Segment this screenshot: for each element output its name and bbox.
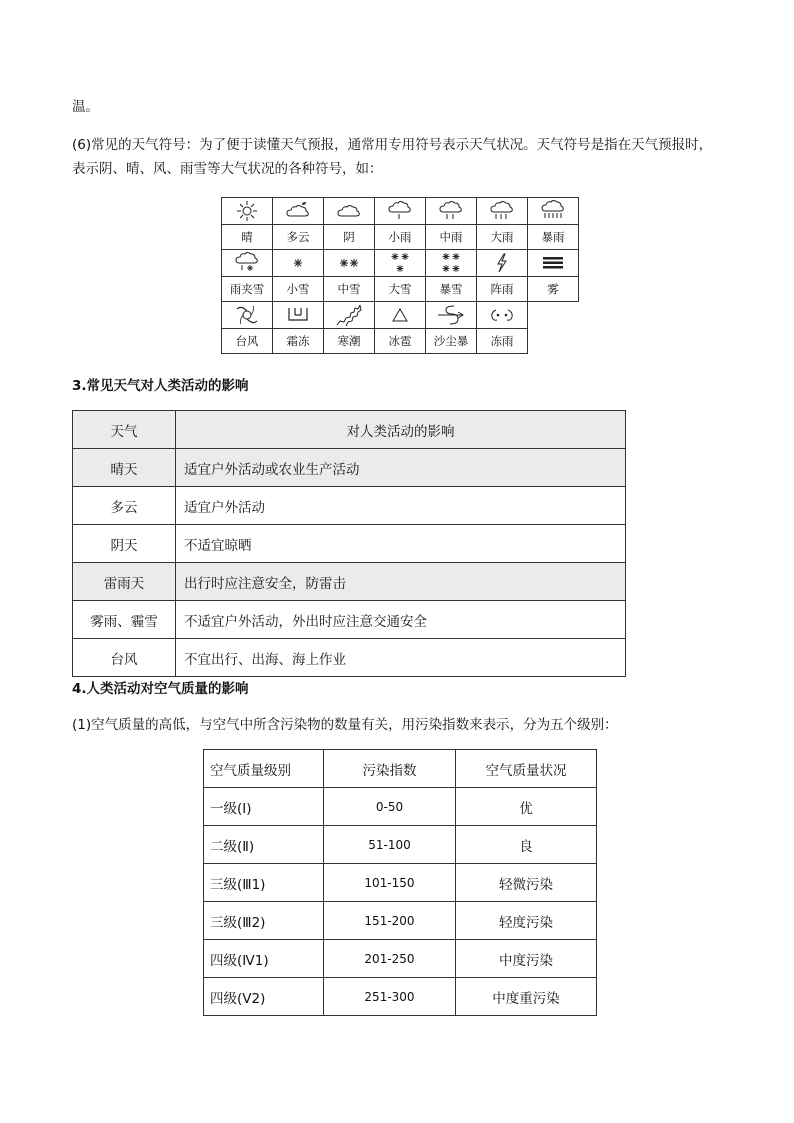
symbol-name: 冻雨 [477,329,528,354]
empty-cell [528,302,579,329]
symbol-cell [222,302,273,329]
status-cell: 轻度污染 [456,902,597,940]
heavy-rain-icon [489,200,515,222]
grade-cell: 三级(Ⅲ2) [204,902,324,940]
status-cell: 轻微污染 [456,864,597,902]
symbol-cell [528,250,579,277]
partly-cloudy-icon [285,201,311,221]
status-cell: 优 [456,788,597,826]
impact-cell: 适宜户外活动 [176,487,626,525]
symbol-name: 台风 [222,329,273,354]
index-cell: 101-150 [324,864,456,902]
column-header: 空气质量级别 [204,750,324,788]
table-row [204,788,597,826]
symbol-name: 沙尘暴 [426,329,477,354]
symbol-name: 中雪 [324,277,375,302]
table-row [204,940,597,978]
symbol-cell [324,302,375,329]
weather-cell: 雷雨天 [73,563,176,601]
symbol-name: 大雪 [375,277,426,302]
symbol-cell [477,250,528,277]
symbol-name: 寒潮 [324,329,375,354]
weather-cell: 阴天 [73,525,176,563]
cloud-icon [336,202,362,220]
heavy-snow-icon [388,251,412,275]
table-row [73,639,626,677]
symbol-cell [273,302,324,329]
symbol-cell [426,302,477,329]
table-row [73,563,626,601]
symbol-name: 小雪 [273,277,324,302]
symbol-cell [477,198,528,225]
column-header: 天气 [73,411,176,449]
grade-cell: 四级(V2) [204,978,324,1016]
symbol-name: 大雨 [477,225,528,250]
index-cell: 0-50 [324,788,456,826]
symbol-name: 阵雨 [477,277,528,302]
frost-icon [286,305,310,325]
blizzard-icon [439,251,463,275]
symbol-name: 霜冻 [273,329,324,354]
status-cell: 中度重污染 [456,978,597,1016]
freezing-rain-icon [488,306,516,324]
column-header: 对人类活动的影响 [176,411,626,449]
moderate-snow-icon [337,255,361,271]
status-cell: 良 [456,826,597,864]
fog-icon [540,255,566,271]
shower-icon [492,252,512,274]
symbol-name: 多云 [273,225,324,250]
symbol-name: 雨夹雪 [222,277,273,302]
symbol-name: 中雨 [426,225,477,250]
empty-cell [528,329,579,354]
moderate-rain-icon [438,200,464,222]
symbol-cell [375,302,426,329]
symbol-cell [273,198,324,225]
symbol-cell [222,250,273,277]
symbol-cell [222,198,273,225]
typhoon-icon [235,303,259,327]
paragraph-air-quality: (1)空气质量的高低，与空气中所含污染物的数量有关，用污染指数来表示，分为五个级别： [72,717,618,733]
grade-cell: 三级(Ⅲ1) [204,864,324,902]
table-header-row [204,750,597,788]
symbol-name-row [222,225,579,250]
index-cell: 151-200 [324,902,456,940]
column-header: 污染指数 [324,750,456,788]
symbol-cell [477,302,528,329]
symbol-name: 暴雪 [426,277,477,302]
symbol-name: 雾 [528,277,579,302]
weather-cell: 台风 [73,639,176,677]
symbol-cell [324,250,375,277]
weather-symbol-table [221,197,579,354]
symbol-name: 阴 [324,225,375,250]
symbol-cell [528,198,579,225]
symbol-icon-row [222,302,579,329]
grade-cell: 一级(I) [204,788,324,826]
grade-cell: 二级(Ⅱ) [204,826,324,864]
status-cell: 中度污染 [456,940,597,978]
weather-cell: 雾雨、霾雪 [73,601,176,639]
paragraph-weather-symbols-line1: (6)常见的天气符号：为了便于读懂天气预报，通常用专用符号表示天气状况。天气符号是指在天气预报时， [72,137,713,153]
table-row [73,601,626,639]
weather-cell: 多云 [73,487,176,525]
hail-icon [391,307,409,323]
symbol-cell [273,250,324,277]
table-row [73,449,626,487]
impact-cell: 不适宜晾晒 [176,525,626,563]
symbol-name: 暴雨 [528,225,579,250]
table-row [204,978,597,1016]
symbol-name: 晴 [222,225,273,250]
table-row [73,487,626,525]
symbol-cell [324,198,375,225]
cold-wave-icon [334,303,364,327]
symbol-cell [375,250,426,277]
section-heading-3: 3.常见天气对人类活动的影响 [72,378,249,394]
impact-cell: 适宜户外活动或农业生产活动 [176,449,626,487]
sleet-icon [234,252,260,274]
impact-cell: 出行时应注意安全，防雷击 [176,563,626,601]
symbol-name-row [222,277,579,302]
table-row [73,525,626,563]
sandstorm-icon [436,303,466,327]
symbol-icon-row [222,198,579,225]
index-cell: 51-100 [324,826,456,864]
column-header: 空气质量状况 [456,750,597,788]
light-snow-icon [290,255,306,271]
impact-cell: 不宜出行、出海、海上作业 [176,639,626,677]
index-cell: 251-300 [324,978,456,1016]
table-row [204,864,597,902]
section-heading-4: 4.人类活动对空气质量的影响 [72,681,249,697]
symbol-cell [426,198,477,225]
weather-impact-table [72,410,626,677]
air-quality-table [203,749,597,1016]
symbol-name-row [222,329,579,354]
symbol-name: 小雨 [375,225,426,250]
symbol-icon-row [222,250,579,277]
index-cell: 201-250 [324,940,456,978]
symbol-name: 冰雹 [375,329,426,354]
rainstorm-icon [540,200,566,222]
table-header-row [73,411,626,449]
light-rain-icon [387,200,413,222]
paragraph-weather-symbols-line2: 表示阴、晴、风、雨雪等大气状况的各种符号，如： [72,161,383,177]
symbol-cell [426,250,477,277]
symbol-cell [375,198,426,225]
continuation-text: 温。 [72,99,99,115]
sun-icon [235,200,259,222]
impact-cell: 不适宜户外活动，外出时应注意交通安全 [176,601,626,639]
grade-cell: 四级(Ⅳ1) [204,940,324,978]
table-row [204,902,597,940]
weather-cell: 晴天 [73,449,176,487]
table-row [204,826,597,864]
